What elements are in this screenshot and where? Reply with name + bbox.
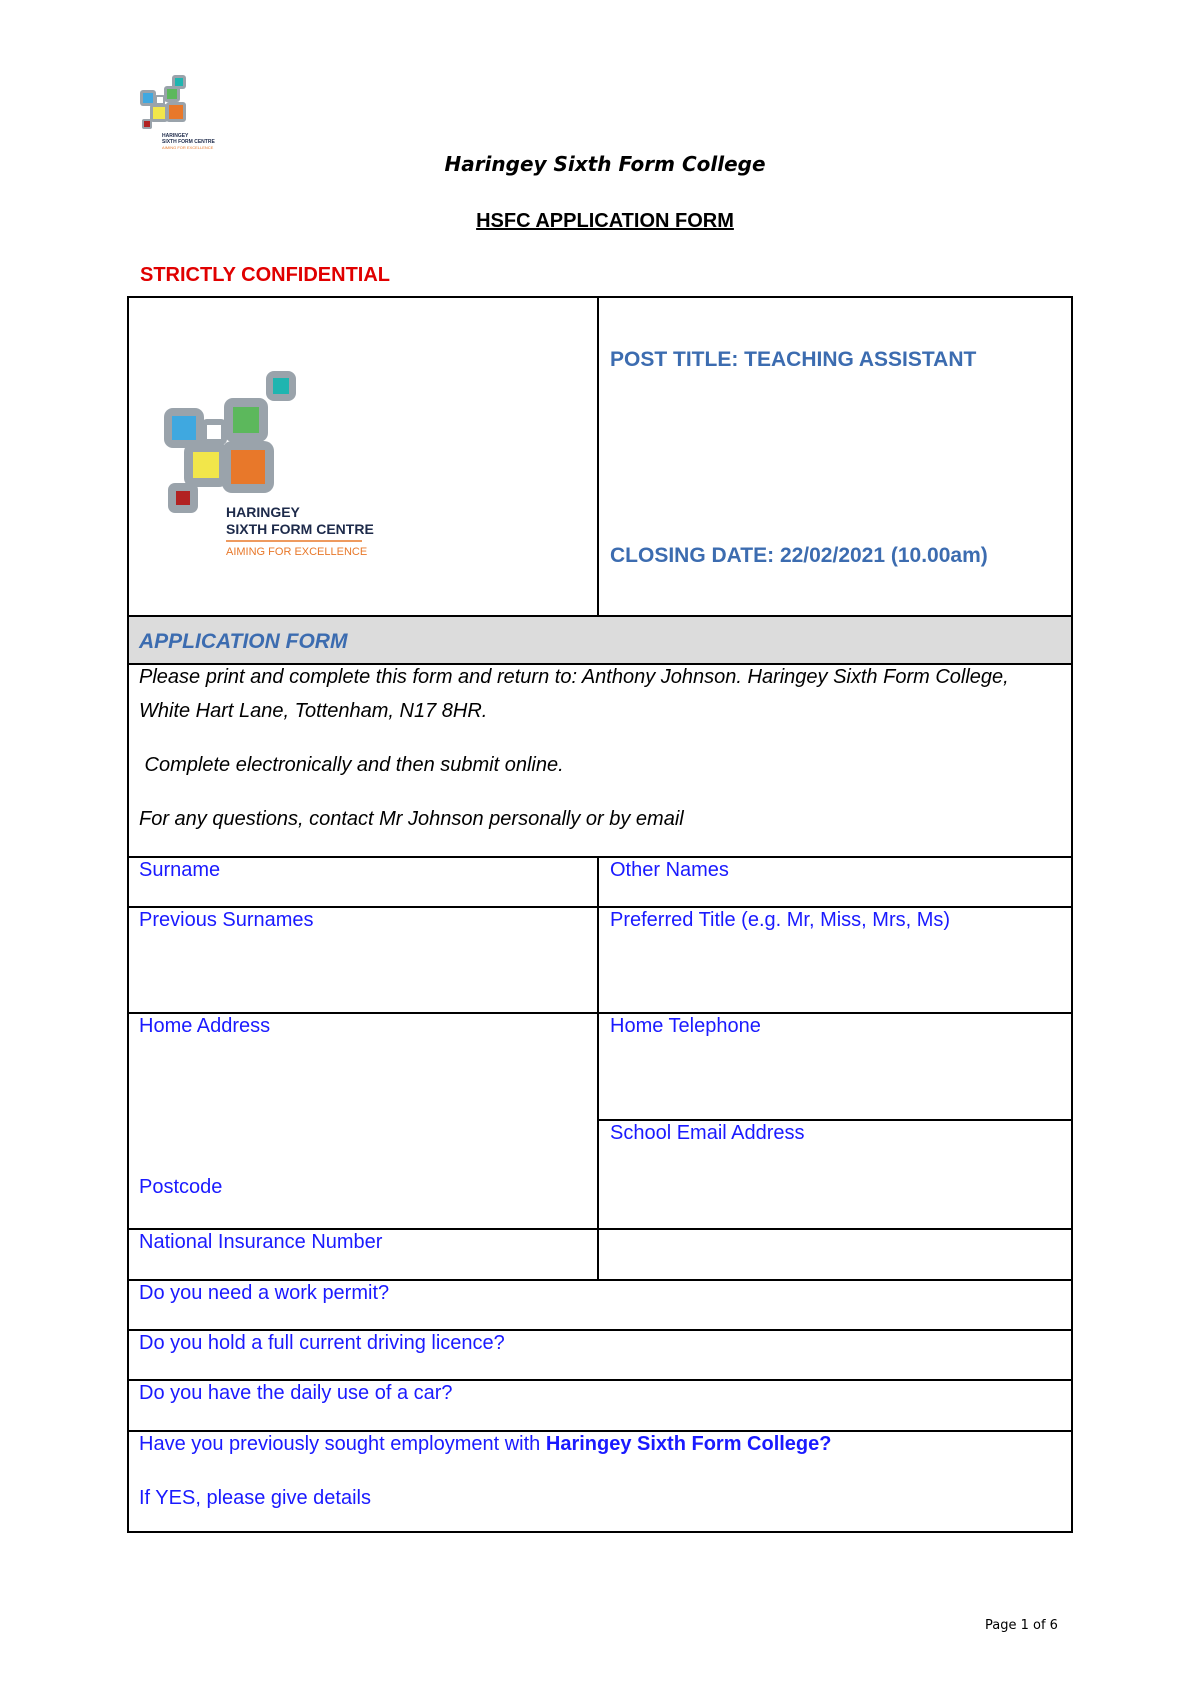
work-permit-question: Do you need a work permit? xyxy=(139,1282,390,1304)
logo-line1: HARINGEY xyxy=(162,133,189,139)
logo-large-tagline: AIMING FOR EXCELLENCE xyxy=(226,546,368,558)
closing-date: CLOSING DATE: 22/02/2021 (10.00am) xyxy=(610,544,988,567)
instruction-line-1: Please print and complete this form and return to: Anthony Johnson. Haringey Sixth Form College, xyxy=(139,666,1009,688)
form-heading: HSFC APPLICATION FORM xyxy=(476,210,734,232)
preferred-title-label: Preferred Title (e.g. Mr, Miss, Mrs, Ms) xyxy=(610,909,951,931)
instruction-line-4: For any questions, contact Mr Johnson personally or by email xyxy=(139,808,684,830)
previous-employment-question xyxy=(139,1433,831,1456)
instruction-line-2: White Hart Lane, Tottenham, N17 8HR. xyxy=(139,700,488,722)
surname-label: Surname xyxy=(139,859,221,881)
logo-line2: SIXTH FORM CENTRE xyxy=(162,139,215,145)
school-email-label: School Email Address xyxy=(610,1122,805,1144)
postcode-label: Postcode xyxy=(139,1176,223,1198)
home-telephone-label: Home Telephone xyxy=(610,1015,761,1037)
previous-surnames-label: Previous Surnames xyxy=(139,909,314,931)
college-name: Haringey Sixth Form College xyxy=(444,152,766,176)
previous-employment-prefix: Have you previously sought employment with xyxy=(139,1433,546,1455)
confidential-label: STRICTLY CONFIDENTIAL xyxy=(140,264,391,286)
instruction-line-3: Complete electronically and then submit online. xyxy=(139,754,564,776)
home-address-label: Home Address xyxy=(139,1015,271,1037)
other-names-label: Other Names xyxy=(610,859,729,881)
if-yes-details-label: If YES, please give details xyxy=(139,1487,371,1509)
daily-car-question: Do you have the daily use of a car? xyxy=(139,1382,453,1404)
logo-squares-large-icon xyxy=(164,371,296,513)
previous-employment-college: Haringey Sixth Form College? xyxy=(545,1433,832,1455)
application-form-title: APPLICATION FORM xyxy=(139,630,348,653)
page-number: Page 1 of 6 xyxy=(985,1618,1058,1633)
logo-large-line1: HARINGEY xyxy=(226,504,300,520)
post-title: POST TITLE: TEACHING ASSISTANT xyxy=(610,348,977,371)
college-logo-large xyxy=(164,371,394,581)
ni-number-label: National Insurance Number xyxy=(139,1231,383,1253)
logo-large-line2: SIXTH FORM CENTRE xyxy=(226,521,374,537)
logo-tagline: AIMING FOR EXCELLENCE xyxy=(162,145,214,150)
driving-licence-question: Do you hold a full current driving licence? xyxy=(139,1332,505,1354)
logo-squares-icon xyxy=(140,75,186,129)
application-table xyxy=(127,296,1073,1533)
